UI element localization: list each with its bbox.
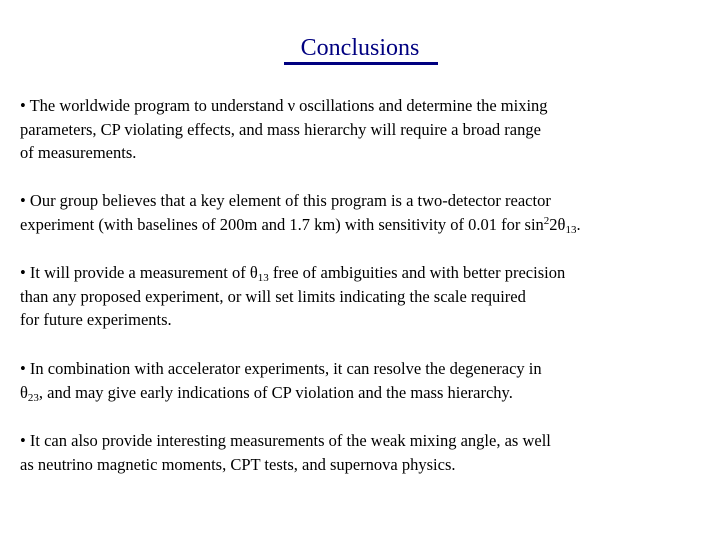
subscript: 23 (27, 391, 39, 404)
period: . (576, 214, 581, 234)
bullet-3 (20, 261, 710, 332)
bullet-2-line-2 (20, 213, 710, 237)
bullet-2 (20, 189, 710, 236)
theta-symbol: 2θ (549, 214, 566, 234)
bullet-3-line-3: for future experiments. (20, 310, 172, 329)
title-underline (284, 62, 438, 65)
bullet-3-line-1 (20, 261, 710, 285)
bullet-4-line-2-rest: , and may give early indications of CP violation and the mass hierarchy. (38, 382, 513, 402)
bullet-5-line-1: • It can also provide interesting measurements of the weak mixing angle, as well (20, 431, 551, 450)
bullet-4-line-2 (20, 381, 710, 405)
bullet-3-line-2: than any proposed experiment, or will set limits indicating the scale required (20, 286, 526, 306)
bullet-4-line-1: • In combination with accelerator experiments, it can resolve the degeneracy in (20, 359, 542, 378)
bullet-3-line-1-rest: free of ambiguities and with better precision (268, 263, 566, 282)
bullet-1-line-1: • The worldwide program to understand ν oscillations and determine the mixing (20, 96, 548, 115)
subscript: 13 (257, 272, 269, 284)
bullet-3-line-1-text: • It will provide a measurement of θ (20, 263, 258, 282)
superscript: 2 (543, 214, 550, 227)
bullet-1-line-3: of measurements. (20, 143, 137, 162)
bullet-2-line-2-text: experiment (with baselines of 200m and 1.7 km) with sensitivity of 0.01 for sin (20, 214, 544, 234)
bullet-5-line-2: as neutrino magnetic moments, CPT tests, and supernova physics. (20, 454, 456, 474)
bullet-2-line-1: • Our group believes that a key element of this program is a two-detector reactor (20, 191, 551, 210)
bullet-1-line-2: parameters, CP violating effects, and mass hierarchy will require a broad range (20, 119, 541, 139)
bullet-4 (20, 357, 710, 404)
bullet-5 (20, 429, 710, 476)
theta-symbol: θ (20, 382, 28, 402)
slide-title: Conclusions (300, 35, 420, 61)
bullet-1 (20, 94, 710, 165)
subscript: 13 (565, 223, 577, 236)
